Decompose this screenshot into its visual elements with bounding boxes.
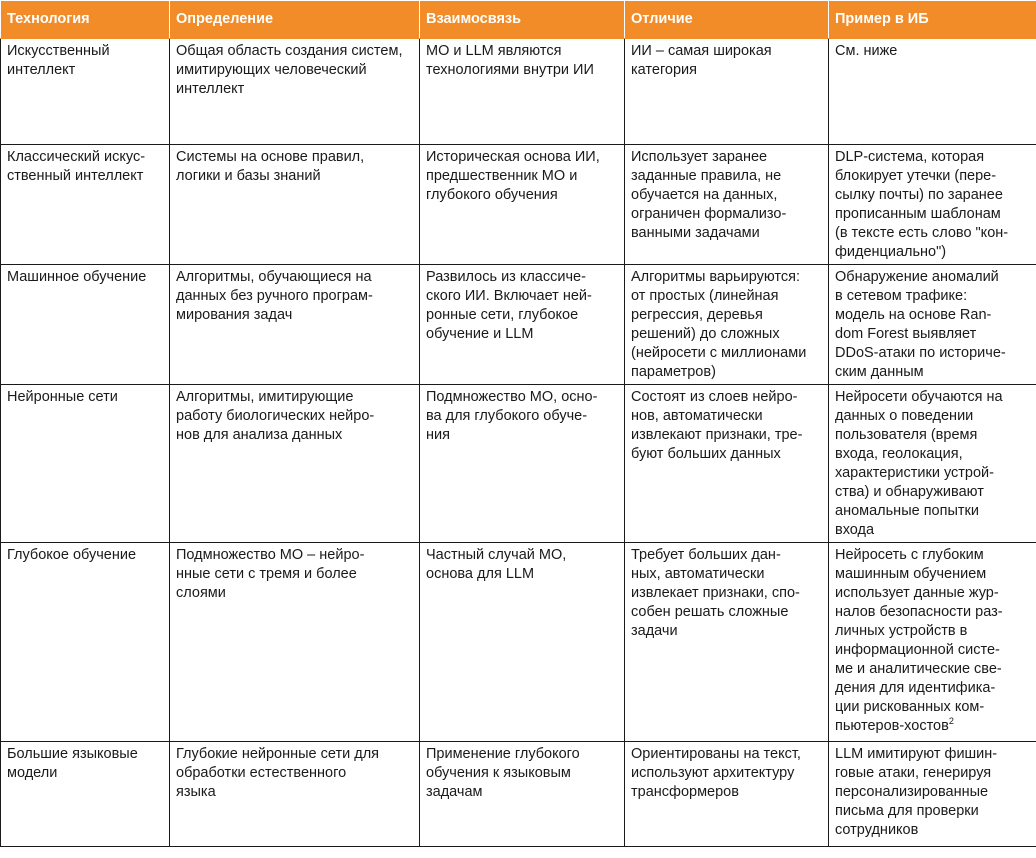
cell-definition: Алгоритмы, имитирующие работу биологических нейро- нов для анализа данных: [170, 385, 420, 543]
cell-difference: Алгоритмы варьируются: от простых (линейная регрессия, деревья решений) до сложных (нейросети с миллионами параметров): [625, 265, 829, 385]
cell-difference: Использует заранее заданные правила, не обучается на данных, ограничен формализо- ванными задачами: [625, 145, 829, 265]
cell-definition: Глубокие нейронные сети для обработки естественного языка: [170, 742, 420, 847]
cell-example: Нейросети обучаются на данных о поведении пользователя (время входа, геолокация, характеристики устрой- ства) и обнаруживают аномальные попытки входа: [829, 385, 1036, 543]
cell-relationship: Историческая основа ИИ, предшественник МО и глубокого обучения: [420, 145, 625, 265]
cell-technology: Глубокое обучение: [1, 543, 170, 742]
cell-difference: Требует больших дан- ных, автоматически извлекает признаки, спо- собен решать сложные задачи: [625, 543, 829, 742]
cell-technology: Искусственный интеллект: [1, 39, 170, 145]
table-row: [1, 742, 1036, 847]
cell-technology: Нейронные сети: [1, 385, 170, 543]
table-row: [1, 39, 1036, 145]
header-difference: Отличие: [625, 1, 829, 39]
cell-relationship: Применение глубокого обучения к языковым задачам: [420, 742, 625, 847]
cell-relationship: Развилось из классиче- ского ИИ. Включает ней- ронные сети, глубокое обучение и LLM: [420, 265, 625, 385]
cell-example: LLM имитируют фишин- говые атаки, генерируя персонализированные письма для проверки сотрудников: [829, 742, 1036, 847]
cell-example: См. ниже: [829, 39, 1036, 145]
cell-technology: Большие языковые модели: [1, 742, 170, 847]
cell-relationship: МО и LLM являются технологиями внутри ИИ: [420, 39, 625, 145]
cell-difference: Состоят из слоев нейро- нов, автоматически извлекают признаки, тре- буют больших данных: [625, 385, 829, 543]
cell-example: [829, 543, 1036, 742]
cell-definition: Подмножество МО – нейро- нные сети с тремя и более слоями: [170, 543, 420, 742]
cell-technology: Классический искус- ственный интеллект: [1, 145, 170, 265]
header-example: Пример в ИБ: [829, 1, 1036, 39]
cell-relationship: Подмножество МО, осно- ва для глубокого обуче- ния: [420, 385, 625, 543]
footnote-marker: 2: [948, 716, 954, 727]
table-row: [1, 145, 1036, 265]
header-row: [1, 1, 1036, 39]
cell-definition: Общая область создания систем, имитирующих человеческий интеллект: [170, 39, 420, 145]
table-row: [1, 385, 1036, 543]
table-row: [1, 543, 1036, 742]
cell-difference: ИИ – самая широкая категория: [625, 39, 829, 145]
cell-definition: Алгоритмы, обучающиеся на данных без ручного програм- мирования задач: [170, 265, 420, 385]
header-relationship: Взаимосвязь: [420, 1, 625, 39]
cell-example-text: Нейросеть с глубоким машинным обучением использует данные жур- налов безопасности раз- личных устройств в информационной систе- ме и аналитические све- дения для идентифика- ции рискованных ком- пьютеров-хостов: [835, 547, 1003, 734]
cell-example: Обнаружение аномалий в сетевом трафике: модель на основе Ran- dom Forest выявляет DDoS-атаки по историче- ским данным: [829, 265, 1036, 385]
header-technology: Технология: [1, 1, 170, 39]
header-definition: Определение: [170, 1, 420, 39]
cell-difference: Ориентированы на текст, используют архитектуру трансформеров: [625, 742, 829, 847]
cell-technology: Машинное обучение: [1, 265, 170, 385]
cell-example: DLP-система, которая блокирует утечки (пере- сылку почты) по заранее прописанным шаблонам (в тексте есть слово "кон- фиденциально"): [829, 145, 1036, 265]
table-row: [1, 265, 1036, 385]
cell-definition: Системы на основе правил, логики и базы знаний: [170, 145, 420, 265]
cell-relationship: Частный случай МО, основа для LLM: [420, 543, 625, 742]
